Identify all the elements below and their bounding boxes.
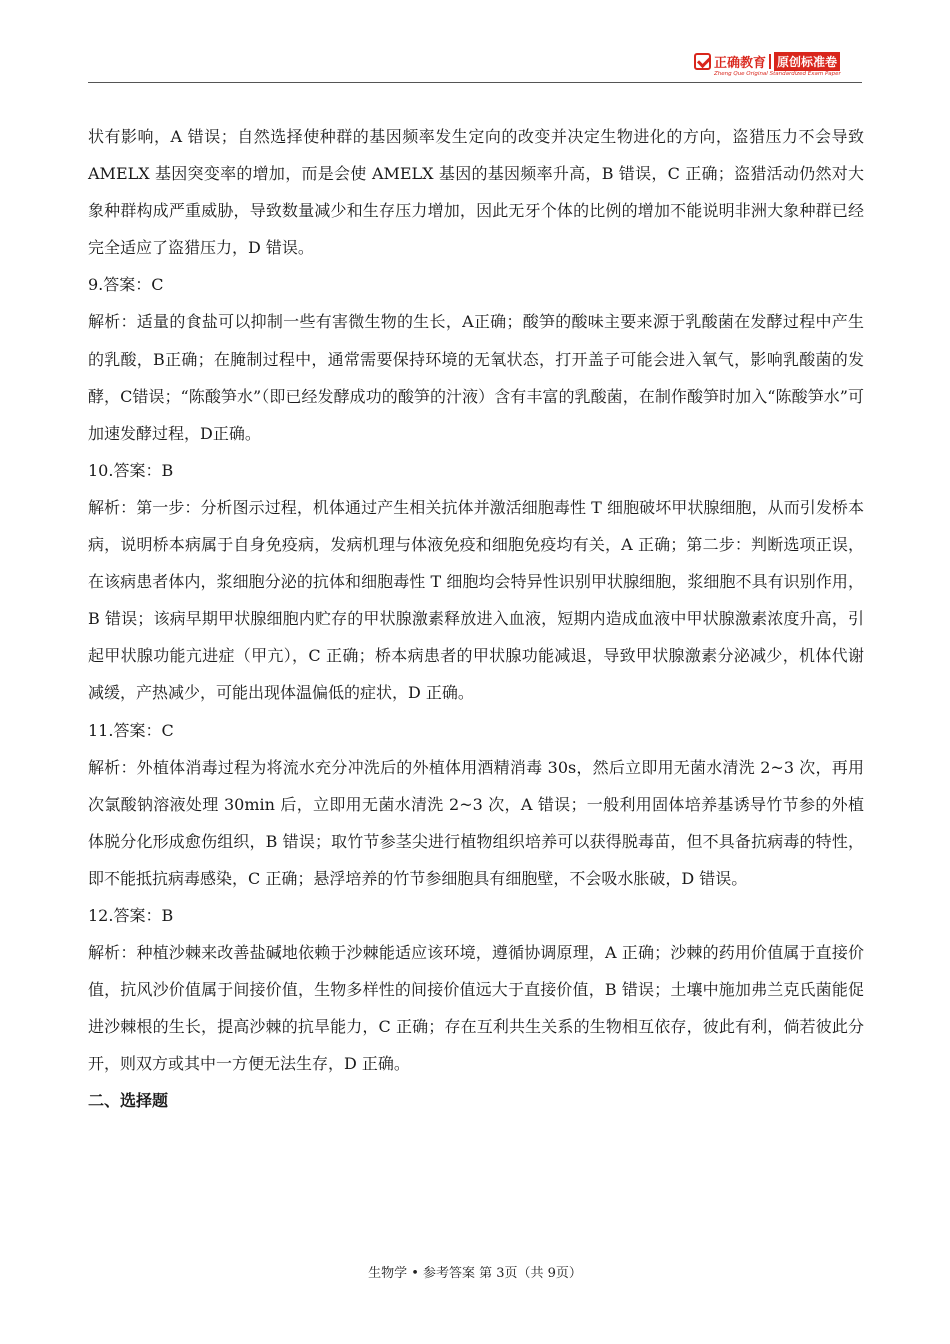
q10-answer: 10.答案：B: [88, 460, 174, 480]
logo-subtitle: Zheng Que Original Standardized Exam Paper: [714, 71, 841, 77]
checkmark-icon: [694, 53, 711, 70]
q12-analysis: 解析：种植沙棘来改善盐碱地依赖于沙棘能适应该环境，遵循协调原理，A 正确；沙棘的药用价值属于直接价值，抗风沙价值属于间接价值，生物多样性的间接价值远大于直接价值，B 错误；土壤中施加弗兰克氏菌能促进沙棘根的生长，提高沙棘的抗旱能力，C 正确；存在互利共生关系的生物相互依存，彼此有利，倘若彼此分开，则双方或其中一方便无法生存，D 正确。: [88, 943, 864, 1074]
brand-logo: [694, 52, 862, 80]
q11-analysis: 解析：外植体消毒过程为将流水充分冲洗后的外植体用酒精消毒 30s，然后立即用无菌水清洗 2~3 次，再用次氯酸钠溶液处理 30min 后，立即用无菌水清洗 2~3 次，A 错误；一般利用固体培养基诱导竹节参的外植体脱分化形成愈伤组织，B 错误；取竹节参茎尖进行植物组织培养可以获得脱毒苗，但不具备抗病毒的特性，即不能抵抗病毒感染，C 正确；悬浮培养的竹节参细胞具有细胞壁，不会吸水胀破，D 错误。: [88, 757, 864, 888]
logo-row: [694, 52, 862, 71]
answer-content: [88, 118, 864, 1120]
logo-brand-text: 正确教育: [714, 56, 767, 71]
q9-answer: 9.答案：C: [88, 275, 164, 295]
q11-answer: 11.答案：C: [88, 720, 174, 740]
logo-separator: [769, 54, 771, 69]
logo-tag: 原创标准卷: [774, 52, 840, 71]
q9-analysis: 解析：适量的食盐可以抑制一些有害微生物的生长，A正确；酸笋的酸味主要来源于乳酸菌在发酵过程中产生的乳酸，B正确；在腌制过程中，通常需要保持环境的无氧状态，打开盖子可能会进入氧气，影响乳酸菌的发酵，C错误；“陈酸笋水”（即已经发酵成功的酸笋的汁液）含有丰富的乳酸菌，在制作酸笋时加入“陈酸笋水”可加速发酵过程，D正确。: [88, 312, 864, 443]
q12-answer: 12.答案：B: [88, 905, 174, 925]
page-footer: 生物学 • 参考答案 第 3页（共 9页）: [368, 1266, 582, 1281]
q10-analysis: 解析：第一步：分析图示过程，机体通过产生相关抗体并激活细胞毒性 T 细胞破坏甲状腺细胞，从而引发桥本病，说明桥本病属于自身免疫病，发病机理与体液免疫和细胞免疫均有关，A 正确；第二步：判断选项正误，在该病患者体内，浆细胞分泌的抗体和细胞毒性 T 细胞均会特异性识别甲状腺细胞，浆细胞不具有识别作用，B 错误；该病早期甲状腺细胞内贮存的甲状腺激素释放进入血液，短期内造成血液中甲状腺激素浓度升高，引起甲状腺功能亢进症（甲亢），C 正确；桥本病患者的甲状腺功能减退，导致甲状腺激素分泌减少，机体代谢减缓，产热减少，可能出现体温偏低的症状，D 正确。: [88, 497, 864, 703]
section-title: 二、选择题: [88, 1091, 169, 1111]
header-divider: [88, 82, 862, 83]
q8-analysis-continued: 状有影响，A 错误；自然选择使种群的基因频率发生定向的改变并决定生物进化的方向，盗猎压力不会导致 AMELX 基因突变率的增加，而是会使 AMELX 基因的基因频率升高，B 错误，C 正确；盗猎活动仍然对大象种群构成严重威胁，导致数量减少和生存压力增加，因此无牙个体的比例的增加不能说明非洲大象种群已经完全适应了盗猎压力，D 错误。: [88, 127, 864, 258]
